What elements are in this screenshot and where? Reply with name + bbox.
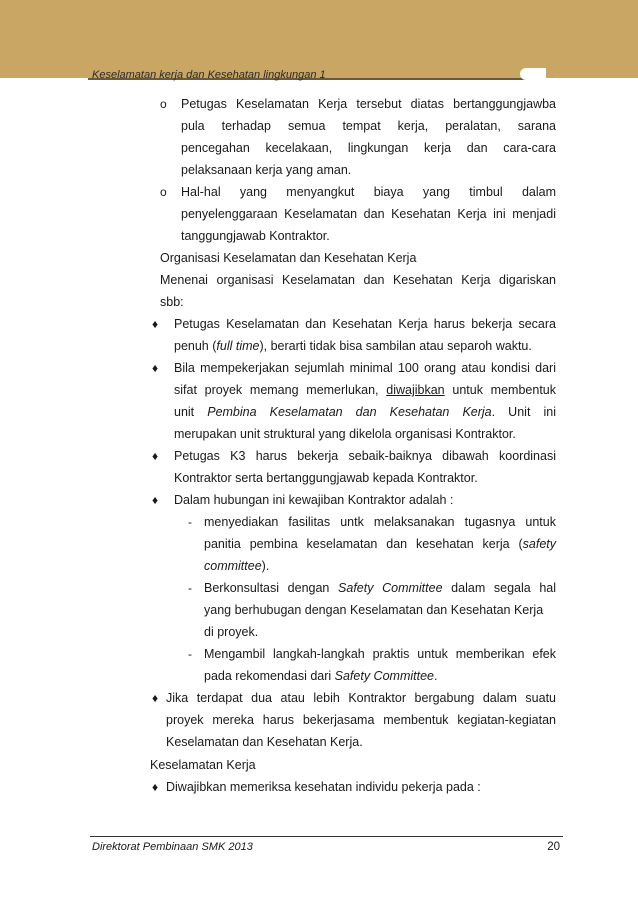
dash-bullet: -	[188, 515, 192, 529]
header-decoration	[520, 68, 546, 80]
section-heading: Keselamatan Kerja	[150, 758, 256, 772]
diamond-bullet: ♦	[152, 449, 159, 463]
diamond-bullet: ♦	[152, 317, 159, 331]
paragraph-line: yang berhubugan dengan Keselamatan dan Kesehatan Kerja	[204, 603, 544, 617]
diamond-bullet: ♦	[152, 493, 159, 507]
dash-bullet: -	[188, 647, 192, 661]
paragraph-line: sbb:	[160, 295, 184, 309]
dash-bullet: -	[188, 581, 192, 595]
paragraph-line: Dalam hubungan ini kewajiban Kontraktor adalah :	[174, 493, 454, 507]
paragraph-line: committee).	[204, 559, 270, 573]
paragraph-line: penuh (full time), berarti tidak bisa sambilan atau separoh waktu.	[174, 339, 532, 353]
paragraph-line: sifat proyek memang memerlukan, diwajibkan untuk membentuk	[174, 383, 556, 397]
paragraph-line: Diwajibkan memeriksa kesehatan individu pekerja pada :	[166, 780, 481, 794]
footer-text: Direktorat Pembinaan SMK 2013	[92, 841, 253, 853]
paragraph-line: Bila mempekerjakan sejumlah minimal 100 orang atau kondisi dari	[174, 361, 556, 375]
paragraph-line: Hal-hal yang menyangkut biaya yang timbul dalam	[181, 185, 556, 199]
paragraph-line: Mengambil langkah-langkah praktis untuk memberikan efek	[204, 647, 556, 661]
paragraph-line: Kontraktor serta bertanggungjawab kepada Kontraktor.	[174, 471, 478, 485]
section-heading: Organisasi Keselamatan dan Kesehatan Kerja	[160, 251, 417, 265]
circle-bullet: o	[160, 185, 167, 199]
paragraph-line: unit Pembina Keselamatan dan Kesehatan Kerja. Unit ini	[174, 405, 556, 419]
paragraph-line: pula terhadap semua tempat kerja, peralatan, sarana	[181, 119, 556, 133]
paragraph-line: menyediakan fasilitas untk melaksanakan tugasnya untuk	[204, 515, 556, 529]
paragraph-line: Keselamatan dan Kesehatan Kerja.	[166, 735, 363, 749]
paragraph-line: Petugas Keselamatan Kerja tersebut diatas bertanggungjawba	[181, 97, 556, 111]
running-header-title: Keselamatan kerja dan Kesehatan lingkungan 1	[92, 69, 326, 81]
paragraph-line: Jika terdapat dua atau lebih Kontraktor bergabung dalam suatu	[166, 691, 556, 705]
diamond-bullet: ♦	[152, 780, 159, 794]
paragraph-line: pada rekomendasi dari Safety Committee.	[204, 669, 438, 683]
paragraph-line: panitia pembina keselamatan dan kesehatan kerja (safety	[204, 537, 556, 551]
paragraph-line: pelaksanaan kerja yang aman.	[181, 163, 352, 177]
paragraph-line: pencegahan kecelakaan, lingkungan kerja dan cara-cara	[181, 141, 556, 155]
paragraph-line: Menenai organisasi Keselamatan dan Kesehatan Kerja digariskan	[160, 273, 556, 287]
paragraph-line: tanggungjawab Kontraktor.	[181, 229, 330, 243]
paragraph-line: di proyek.	[204, 625, 259, 639]
paragraph-line: merupakan unit struktural yang dikelola organisasi Kontraktor.	[174, 427, 516, 441]
paragraph-line: proyek mereka harus bekerjasama membentuk kegiatan-kegiatan	[166, 713, 556, 727]
page-number: 20	[547, 841, 560, 853]
diamond-bullet: ♦	[152, 691, 159, 705]
header-band	[0, 0, 638, 78]
footer-rule	[90, 836, 563, 837]
diamond-bullet: ♦	[152, 361, 159, 375]
paragraph-line: Petugas K3 harus bekerja sebaik-baiknya dibawah koordinasi	[174, 449, 556, 463]
paragraph-line: penyelenggaraan Keselamatan dan Kesehatan Kerja ini menjadi	[181, 207, 556, 221]
circle-bullet: o	[160, 97, 167, 111]
paragraph-line: Berkonsultasi dengan Safety Committee dalam segala hal	[204, 581, 557, 595]
paragraph-line: Petugas Keselamatan dan Kesehatan Kerja harus bekerja secara	[174, 317, 556, 331]
